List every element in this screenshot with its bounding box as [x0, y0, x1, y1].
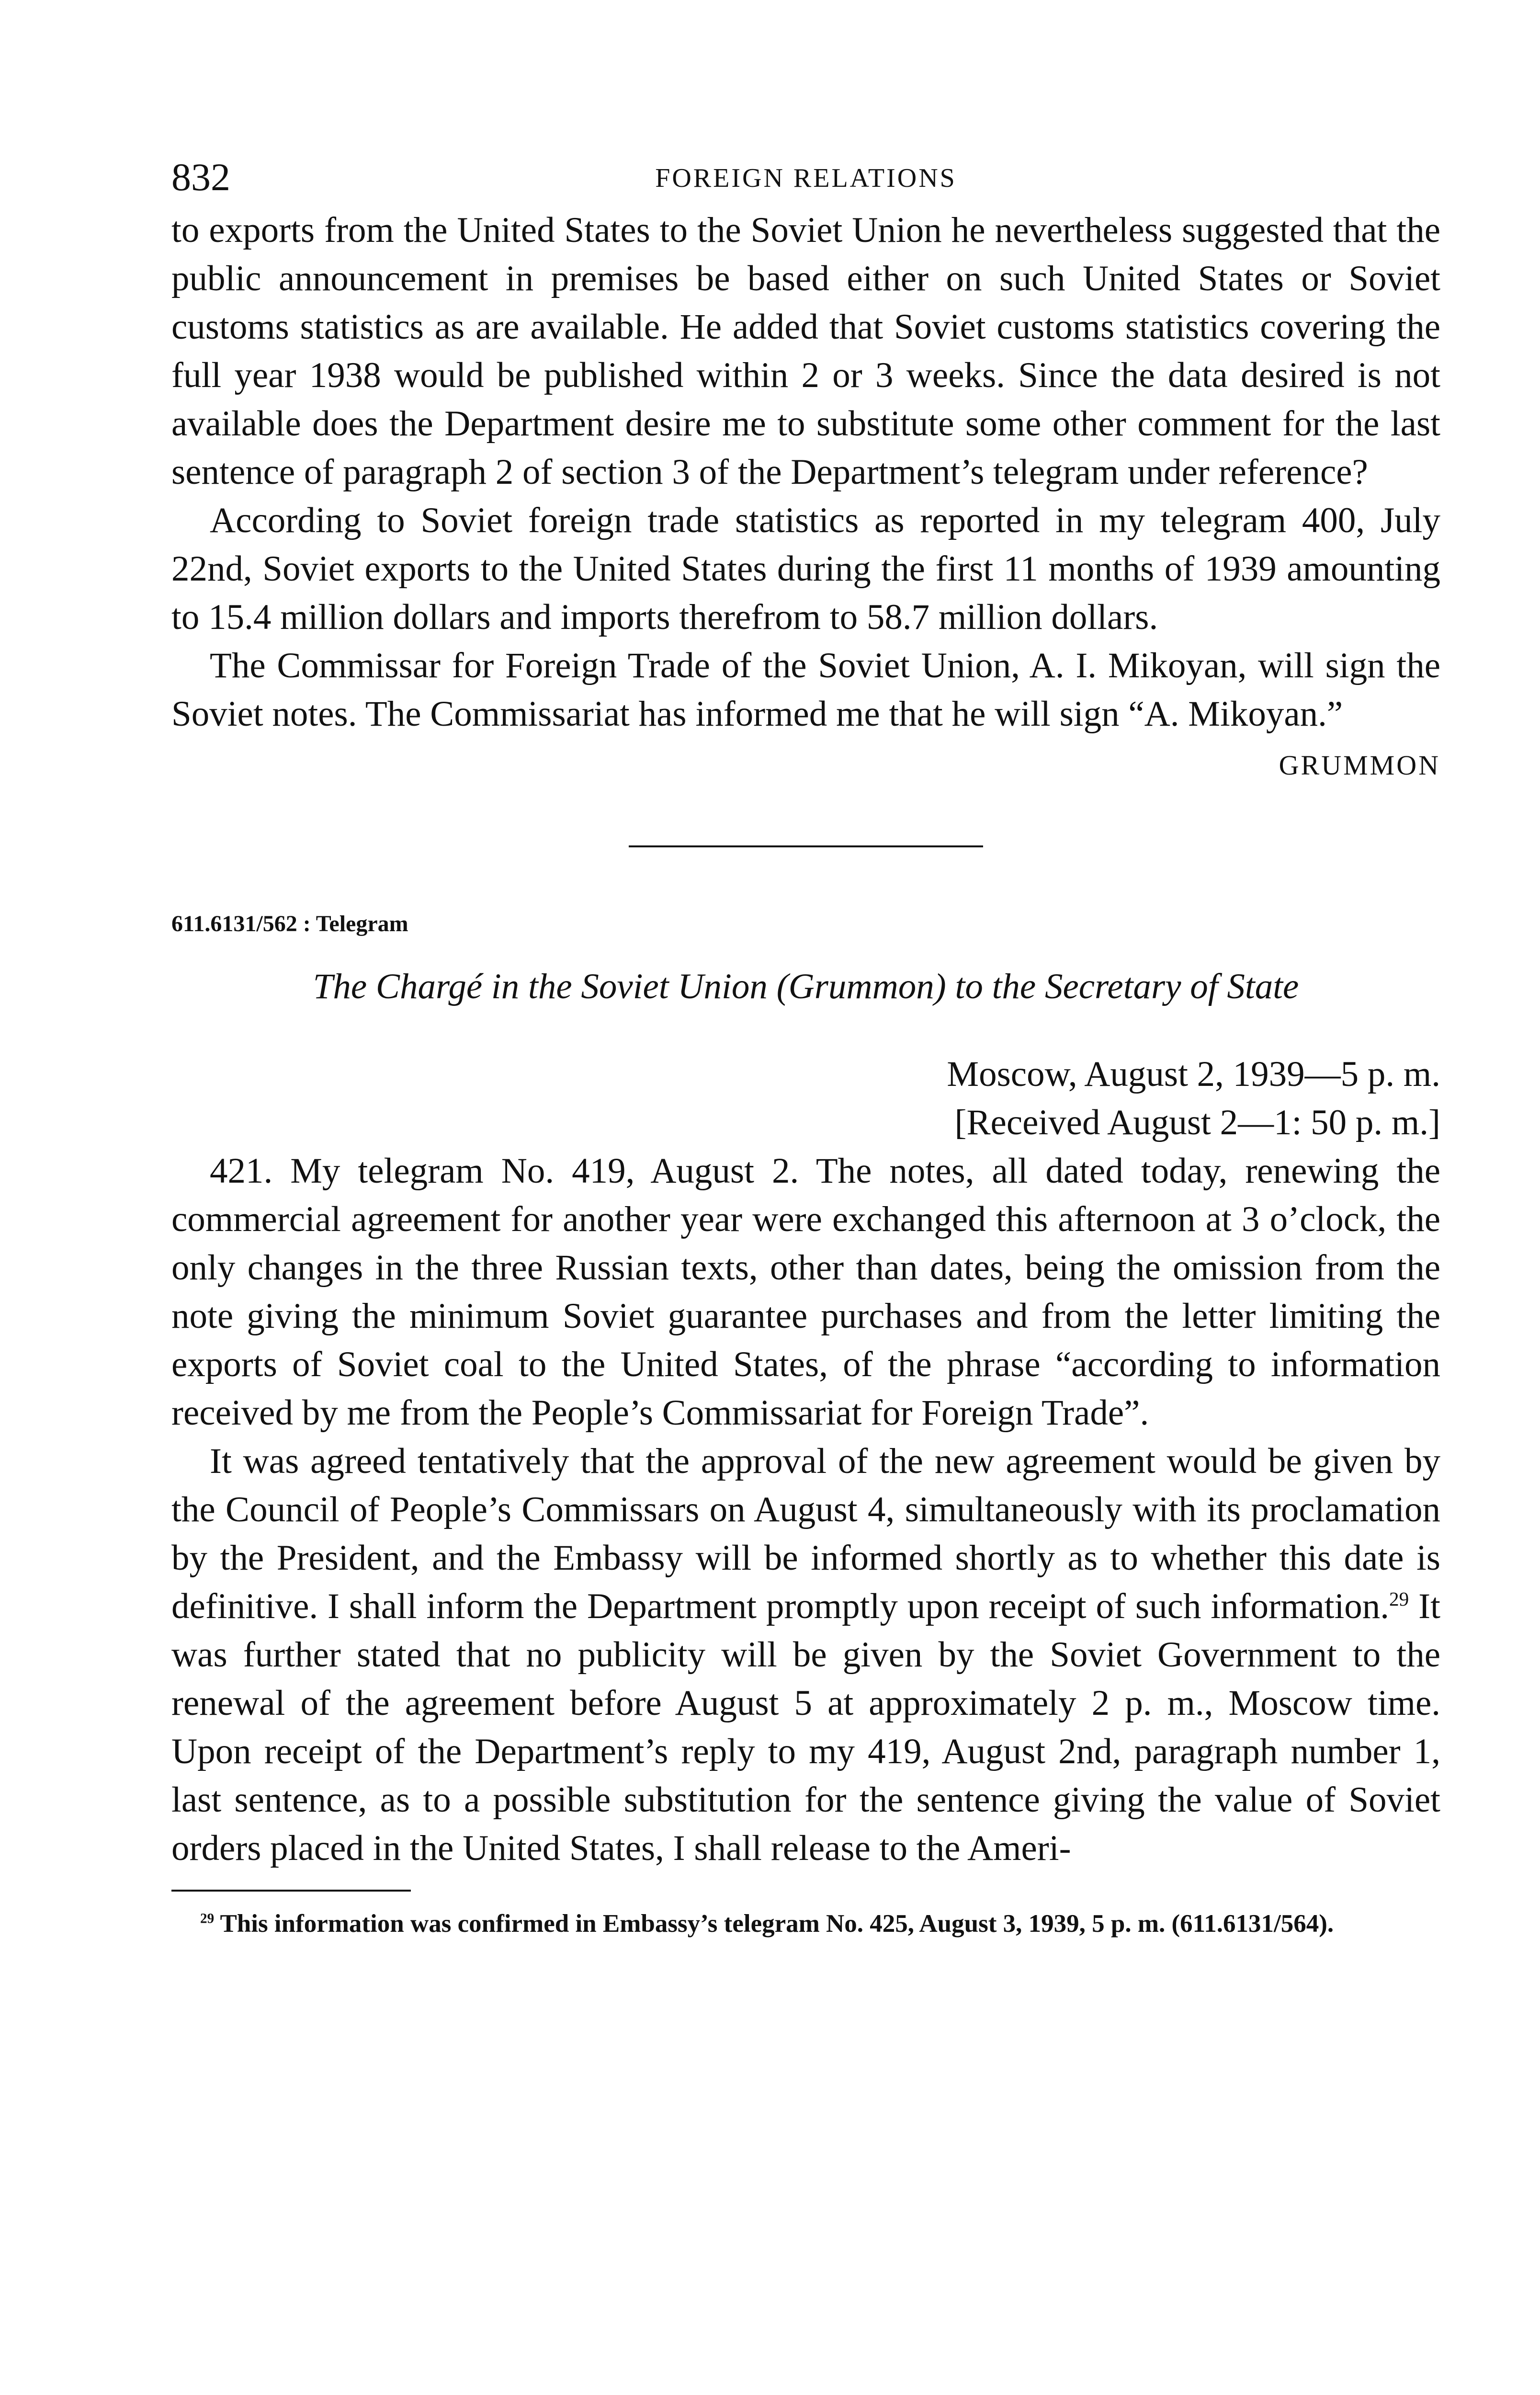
footnote	[171, 1906, 1440, 1941]
telegram-paragraph-1: 421. My telegram No. 419, August 2. The notes, all dated today, renewing the commercial agreement for another year were exchanged this afternoon at 3 o’clock, the only changes in the three Russian texts, other than dates, being the omission from the note giving the minimum Soviet guarantee purchases and from the letter limiting the exports of Soviet coal to the United States, of the phrase “according to information received by me from the People’s Commissariat for Foreign Trade”.	[171, 1151, 1440, 1433]
running-header	[171, 153, 1440, 206]
telegram-paragraph-2-part-2: It was further stated that no publicity will be given by the Soviet Government to the renewal of the agreement before August 5 at approximately 2 p. m., Moscow time. Upon receipt of the Department’s reply to my 419, August 2nd, paragraph number 1, last sentence, as to a possible substitution for the sentence giving the value of Soviet orders placed in the United States, I shall release to the Ameri-	[171, 1586, 1440, 1868]
signature: GRUMMON	[1279, 750, 1440, 781]
document-heading: The Chargé in the Soviet Union (Grummon) to the Secretary of State	[313, 967, 1299, 1006]
received-line: [Received August 2—1: 50 p. m.]	[954, 1103, 1440, 1142]
footnote-marker: 29	[200, 1911, 215, 1927]
section-separator	[629, 845, 983, 847]
telegram-paragraph-2	[171, 1437, 1440, 1872]
document-page	[171, 153, 1440, 1941]
continuation-paragraph-3: The Commissar for Foreign Trade of the Soviet Union, A. I. Mikoyan, will sign the Soviet notes. The Commissariat has informed me that he will sign “A. Mikoyan.”	[171, 646, 1440, 734]
running-title: FOREIGN RELATIONS	[655, 163, 957, 193]
page-number: 832	[171, 155, 230, 199]
footnote-rule	[171, 1890, 411, 1892]
dateline: Moscow, August 2, 1939—5 p. m.	[947, 1054, 1440, 1094]
file-reference: 611.6131/562 : Telegram	[171, 911, 408, 936]
footnote-reference[interactable]: 29	[1389, 1588, 1409, 1610]
continuation-paragraph-2: According to Soviet foreign trade statistics as reported in my telegram 400, July 22nd, Soviet exports to the United States during the first 11 months of 1939 amounting to 15.4 million dollars and imports therefrom to 58.7 million dollars.	[171, 501, 1440, 637]
footnote-text: This information was confirmed in Embassy’s telegram No. 425, August 3, 1939, 5 p. m. (611.6131/564).	[220, 1910, 1334, 1938]
continuation-paragraph-1: to exports from the United States to the Soviet Union he nevertheless suggested that the public announcement in premises be based either on such United States or Soviet customs statistics as are available. He added that Soviet customs statistics covering the full year 1938 would be published within 2 or 3 weeks. Since the data desired is not available does the Department desire me to substitute some other comment for the last sentence of paragraph 2 of section 3 of the Department’s telegram under reference?	[171, 210, 1440, 492]
telegram-paragraph-2-part-1: It was agreed tentatively that the approval of the new agreement would be given by the Council of People’s Commissars on August 4, simultaneously with its proclamation by the President, and the Embassy will be informed shortly as to whether this date is definitive. I shall inform the Department promptly upon receipt of such information.	[171, 1441, 1440, 1626]
